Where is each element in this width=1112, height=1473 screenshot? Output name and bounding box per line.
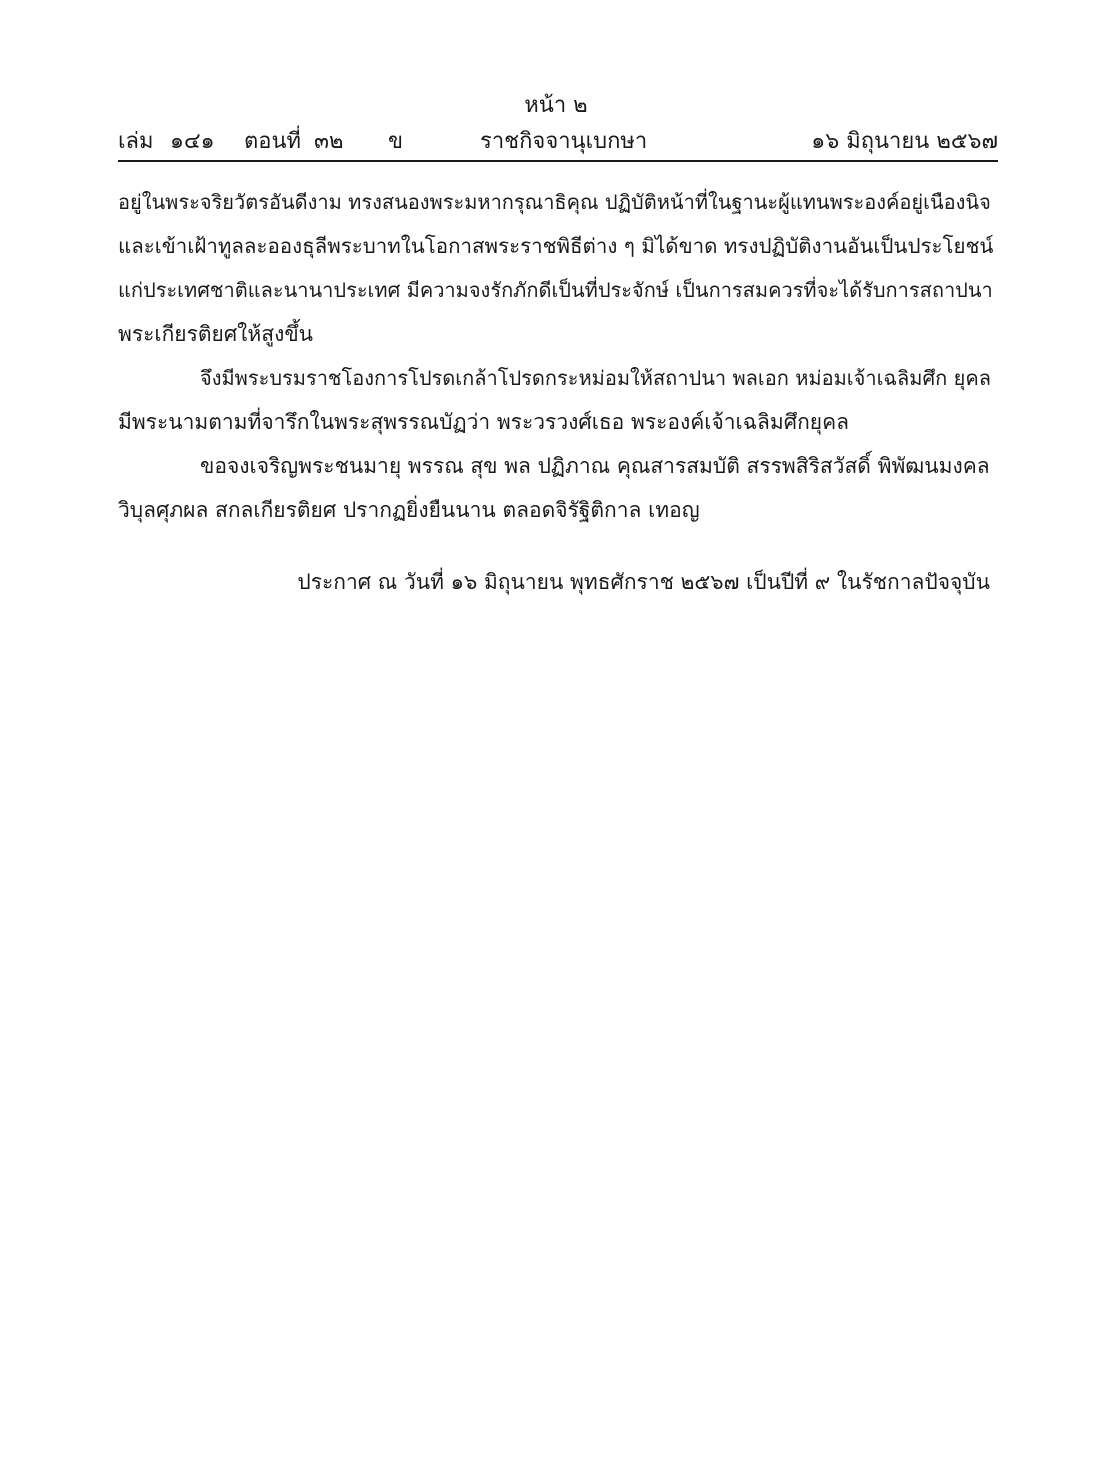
page-number: หน้า ๒ [524,93,588,118]
paragraph-3 [118,444,998,532]
section-letter: ข [388,129,404,154]
text-line: อยู่ในพระจริยวัตรอันดีงาม ทรงสนองพระมหากรุณาธิคุณ ปฏิบัติหน้าที่ในฐานะผู้แทนพระองค์อยู่เนืองนิจ [118,190,991,214]
text-line: มีพระนามตามที่จารึกในพระสุพรรณบัฏว่า พระวรวงศ์เธอ พระองค์เจ้าเฉลิมศึกยุคล [118,410,850,434]
paragraph-1 [118,180,998,356]
paragraph-2 [118,356,998,444]
gazette-header [118,128,998,158]
text-line: แก่ประเทศชาติและนานาประเทศ มีความจงรักภักดีเป็นที่ประจักษ์ เป็นการสมควรที่จะได้รับการสถาปนา [118,278,993,302]
text-line: ขอจงเจริญพระชนมายุ พรรณ สุข พล ปฏิภาณ คุณสารสมบัติ สรรพสิริสวัสดิ์ พิพัฒนมงคล [200,454,990,478]
text-line: วิบุลศุภผล สกลเกียรติยศ ปรากฏยิ่งยืนนาน ตลอดจิรัฐิติกาล เทอญ [118,498,700,522]
gazette-name: ราชกิจจานุเบกษา [480,129,648,154]
issue-label: ตอนที่ [244,129,302,154]
text-line: และเข้าเฝ้าทูลละอองธุลีพระบาทในโอกาสพระราชพิธีต่าง ๆ มิได้ขาด ทรงปฏิบัติงานอันเป็นประโยชน์ [118,234,994,258]
issue-number: ๓๒ [314,129,344,154]
text-line: พระเกียรติยศให้สูงขึ้น [118,322,314,346]
header-divider [118,160,998,162]
issue-date: ๑๖ มิถุนายน ๒๕๖๗ [811,129,998,154]
volume-number: ๑๔๑ [170,129,215,154]
volume-label: เล่ม [118,129,154,154]
proclamation-date: ประกาศ ณ วันที่ ๑๖ มิถุนายน พุทธศักราช ๒๕๖๗ เป็นปีที่ ๙ ในรัชกาลปัจจุบัน [297,570,990,594]
text-line: จึงมีพระบรมราชโองการโปรดเกล้าโปรดกระหม่อมให้สถาปนา พลเอก หม่อมเจ้าเฉลิมศึก ยุคล [200,366,991,390]
